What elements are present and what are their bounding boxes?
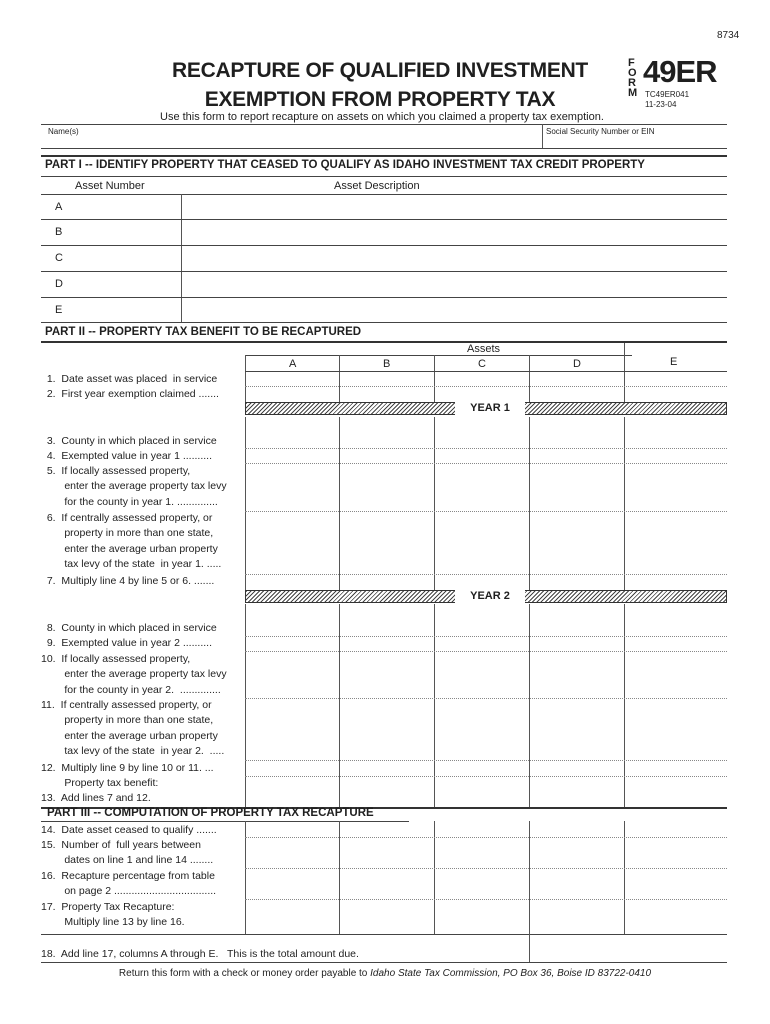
line-7-col-c-field[interactable]: [435, 575, 529, 590]
line-11-col-a-field[interactable]: [246, 699, 339, 760]
line-2-label: 2. First year exemption claimed .......: [41, 388, 219, 400]
line-13-col-d-field[interactable]: [530, 777, 624, 807]
line-16-col-a-field[interactable]: [246, 869, 339, 899]
line-3-col-d-field[interactable]: [530, 418, 624, 448]
line-9-label: 9. Exempted value in year 2 ..........: [41, 637, 212, 649]
col-a-header: A: [289, 358, 297, 370]
line-12-col-b-field[interactable]: [340, 761, 434, 776]
col-c-header: C: [478, 358, 486, 370]
footer-instruction: [0, 968, 770, 979]
line-14-col-d-field[interactable]: [530, 822, 624, 837]
line-6-col-c-field[interactable]: [435, 512, 529, 574]
total-amount-field[interactable]: [530, 935, 727, 962]
line-17-col-c-field[interactable]: [435, 900, 529, 934]
line-17-col-d-field[interactable]: [530, 900, 624, 934]
col-asset-number: Asset Number: [75, 180, 145, 192]
line-5-col-c-field[interactable]: [435, 464, 529, 511]
col-d-header: D: [573, 358, 581, 370]
part2-title: PART II -- PROPERTY TAX BENEFIT TO BE RECAPTURED: [45, 326, 362, 338]
year1-label: YEAR 1: [455, 402, 525, 415]
footer-prefix: Return this form with a check or money order payable to: [118, 968, 371, 979]
line-10-col-a-field[interactable]: [246, 652, 339, 698]
line-16-col-d-field[interactable]: [530, 869, 624, 899]
form-letter-m: M: [628, 87, 638, 99]
part3-title: PART III -- COMPUTATION OF PROPERTY TAX RECAPTURE: [47, 807, 374, 819]
asset-number-e-field[interactable]: [41, 298, 181, 322]
line-2-col-a-field[interactable]: [246, 387, 339, 402]
line-15-label: 15. Number of full years between dates on line 1 and line 14 ........: [41, 839, 214, 867]
form-letter-r: R: [628, 77, 636, 89]
line-3-col-e-field[interactable]: [625, 418, 727, 448]
line-17-col-e-field[interactable]: [625, 900, 727, 934]
line-7-col-a-field[interactable]: [246, 575, 339, 590]
line-2-col-c-field[interactable]: [435, 387, 529, 402]
line-9-col-d-field[interactable]: [530, 637, 624, 651]
assets-rule: [245, 355, 632, 356]
form-id: 49ER: [643, 54, 717, 89]
line-7-label: 7. Multiply line 4 by line 5 or 6. .......: [41, 575, 215, 587]
names-bottom-rule: [41, 148, 727, 149]
line-13-col-e-field[interactable]: [625, 777, 727, 807]
line-12-col-e-field[interactable]: [625, 761, 727, 776]
line-9-col-b-field[interactable]: [340, 637, 434, 651]
asset-description-c-field[interactable]: [182, 246, 727, 271]
line-8-col-d-field[interactable]: [530, 605, 624, 636]
line-13-label: Property tax benefit: 13. Add lines 7 and 12.: [41, 777, 159, 805]
line-10-col-e-field[interactable]: [625, 652, 727, 698]
line-2-col-b-field[interactable]: [340, 387, 434, 402]
line-1-col-d-field[interactable]: [530, 372, 624, 386]
line-11-col-b-field[interactable]: [340, 699, 434, 760]
line-15-col-b-field[interactable]: [340, 838, 434, 868]
line-15-col-e-field[interactable]: [625, 838, 727, 868]
asset-number-a-field[interactable]: [41, 195, 181, 219]
line-16-col-e-field[interactable]: [625, 869, 727, 899]
asset-number-d-field[interactable]: [41, 272, 181, 297]
form-serial-number: 8734: [717, 30, 740, 41]
line-4-col-a-field[interactable]: [246, 449, 339, 463]
line-17-label: 17. Property Tax Recapture: Multiply line 13 by line 16.: [41, 901, 185, 929]
line-10-col-d-field[interactable]: [530, 652, 624, 698]
form-letter-f: F: [628, 57, 635, 69]
col-asset-description: Asset Description: [334, 180, 420, 192]
line-4-col-b-field[interactable]: [340, 449, 434, 463]
line-3-col-b-field[interactable]: [340, 418, 434, 448]
names-field[interactable]: [41, 124, 541, 148]
line-3-col-c-field[interactable]: [435, 418, 529, 448]
form-subtitle: Use this form to report recapture on assets on which you claimed a property tax exemption.: [160, 111, 604, 123]
line-7-col-d-field[interactable]: [530, 575, 624, 590]
line-6-col-a-field[interactable]: [246, 512, 339, 574]
line-6-col-d-field[interactable]: [530, 512, 624, 574]
line-5-col-a-field[interactable]: [246, 464, 339, 511]
part1-row-d: D: [55, 278, 63, 290]
line-4-label: 4. Exempted value in year 1 ..........: [41, 450, 212, 462]
part1-top-rule: [41, 155, 727, 157]
line-8-label: 8. County in which placed in service: [41, 622, 217, 634]
form-date: 11-23-04: [645, 100, 677, 109]
line-4-col-d-field[interactable]: [530, 449, 624, 463]
year2-label: YEAR 2: [455, 590, 525, 603]
line-6-col-b-field[interactable]: [340, 512, 434, 574]
line-16-col-c-field[interactable]: [435, 869, 529, 899]
footer-address: Idaho State Tax Commission, PO Box 36, Boise ID 83722-0410: [370, 968, 652, 979]
line-13-col-c-field[interactable]: [435, 777, 529, 807]
line-8-col-a-field[interactable]: [246, 605, 339, 636]
line-1-label: 1. Date asset was placed in service: [41, 373, 218, 385]
line-11-col-c-field[interactable]: [435, 699, 529, 760]
line-17-col-a-field[interactable]: [246, 900, 339, 934]
line-6-col-e-field[interactable]: [625, 512, 727, 574]
col-e-header: E: [670, 356, 678, 368]
line-15-col-a-field[interactable]: [246, 838, 339, 868]
line-7-col-b-field[interactable]: [340, 575, 434, 590]
line-12-label: 12. Multiply line 9 by line 10 or 11. ...: [41, 762, 214, 774]
col-b-header: B: [383, 358, 391, 370]
line-15-col-d-field[interactable]: [530, 838, 624, 868]
line-10-label: 10. If locally assessed property, enter the average property tax levy for the county in year 2. ..............: [41, 653, 227, 696]
part1-rule: [41, 322, 727, 323]
line-3-label: 3. County in which placed in service: [41, 435, 217, 447]
asset-description-d-field[interactable]: [182, 272, 727, 297]
line-10-col-c-field[interactable]: [435, 652, 529, 698]
form-vertical-label: [628, 58, 642, 98]
line-4-col-c-field[interactable]: [435, 449, 529, 463]
line-13-col-a-field[interactable]: [246, 777, 339, 807]
line-6-label: 6. If centrally assessed property, or property in more than one state, enter the average urban property tax levy of the state in year 1. .....: [46, 512, 222, 571]
line-4-col-e-field[interactable]: [625, 449, 727, 463]
line-9-col-e-field[interactable]: [625, 637, 727, 651]
line-8-col-b-field[interactable]: [340, 605, 434, 636]
line-1-col-e-field[interactable]: [625, 372, 727, 386]
line-18-bottom-rule: [41, 962, 727, 963]
line-16-label: 16. Recapture percentage from table on page 2 ...................................: [41, 870, 217, 898]
line-2-col-e-field[interactable]: [625, 387, 727, 402]
line-2-col-d-field[interactable]: [530, 387, 624, 402]
line-11-label: 11. If centrally assessed property, or property in more than one state, enter the average urban property tax levy of the state in year 2. .....: [41, 699, 225, 758]
part1-header-rule: [41, 176, 727, 177]
form-title-line2: EXEMPTION FROM PROPERTY TAX: [204, 88, 556, 111]
ssn-label: Social Security Number or EIN: [546, 127, 655, 136]
line-5-col-e-field[interactable]: [625, 464, 727, 511]
line-5-label: 5. If locally assessed property, enter the average property tax levy for the county in year 1. ..............: [46, 465, 227, 508]
assets-label: Assets: [467, 343, 501, 355]
names-label: Name(s): [48, 127, 79, 136]
form-title-line1: RECAPTURE OF QUALIFIED INVESTMENT: [172, 59, 588, 82]
form-letter-o: O: [628, 67, 637, 79]
line-14-col-c-field[interactable]: [435, 822, 529, 837]
line-7-col-e-field[interactable]: [625, 575, 727, 590]
line-8-col-c-field[interactable]: [435, 605, 529, 636]
part1-row-e: E: [55, 304, 63, 316]
asset-number-b-field[interactable]: [41, 220, 181, 245]
line-1-col-a-field[interactable]: [246, 372, 339, 386]
line-3-col-a-field[interactable]: [246, 418, 339, 448]
line-12-col-c-field[interactable]: [435, 761, 529, 776]
line-1-col-b-field[interactable]: [340, 372, 434, 386]
line-10-col-b-field[interactable]: [340, 652, 434, 698]
line-12-col-d-field[interactable]: [530, 761, 624, 776]
line-17-col-b-field[interactable]: [340, 900, 434, 934]
asset-description-b-field[interactable]: [182, 220, 727, 245]
line-1-col-c-field[interactable]: [435, 372, 529, 386]
part1-row-a: A: [55, 201, 63, 213]
line-16-col-b-field[interactable]: [340, 869, 434, 899]
line-12-col-a-field[interactable]: [246, 761, 339, 776]
part1-title: PART I -- IDENTIFY PROPERTY THAT CEASED TO QUALIFY AS IDAHO INVESTMENT TAX CREDIT PROPERTY: [45, 159, 645, 171]
form-code: TC49ER041: [645, 90, 690, 99]
line-18-label: 18. Add line 17, columns A through E. This is the total amount due.: [41, 948, 359, 960]
line-14-col-b-field[interactable]: [340, 822, 434, 837]
line-9-col-a-field[interactable]: [246, 637, 339, 651]
part1-row-c: C: [55, 252, 63, 264]
line-14-label: 14. Date asset ceased to qualify .......: [41, 824, 217, 836]
asset-number-c-field[interactable]: [41, 246, 181, 271]
asset-description-a-field[interactable]: [182, 195, 727, 219]
line-14-col-a-field[interactable]: [246, 822, 339, 837]
line-15-col-c-field[interactable]: [435, 838, 529, 868]
line-11-col-e-field[interactable]: [625, 699, 727, 760]
ssn-field[interactable]: [543, 124, 727, 148]
part1-row-b: B: [55, 226, 63, 238]
line-14-col-e-field[interactable]: [625, 822, 727, 837]
line-11-col-d-field[interactable]: [530, 699, 624, 760]
line-8-col-e-field[interactable]: [625, 605, 727, 636]
line-9-col-c-field[interactable]: [435, 637, 529, 651]
asset-description-e-field[interactable]: [182, 298, 727, 322]
line-5-col-d-field[interactable]: [530, 464, 624, 511]
line-13-col-b-field[interactable]: [340, 777, 434, 807]
line-5-col-b-field[interactable]: [340, 464, 434, 511]
